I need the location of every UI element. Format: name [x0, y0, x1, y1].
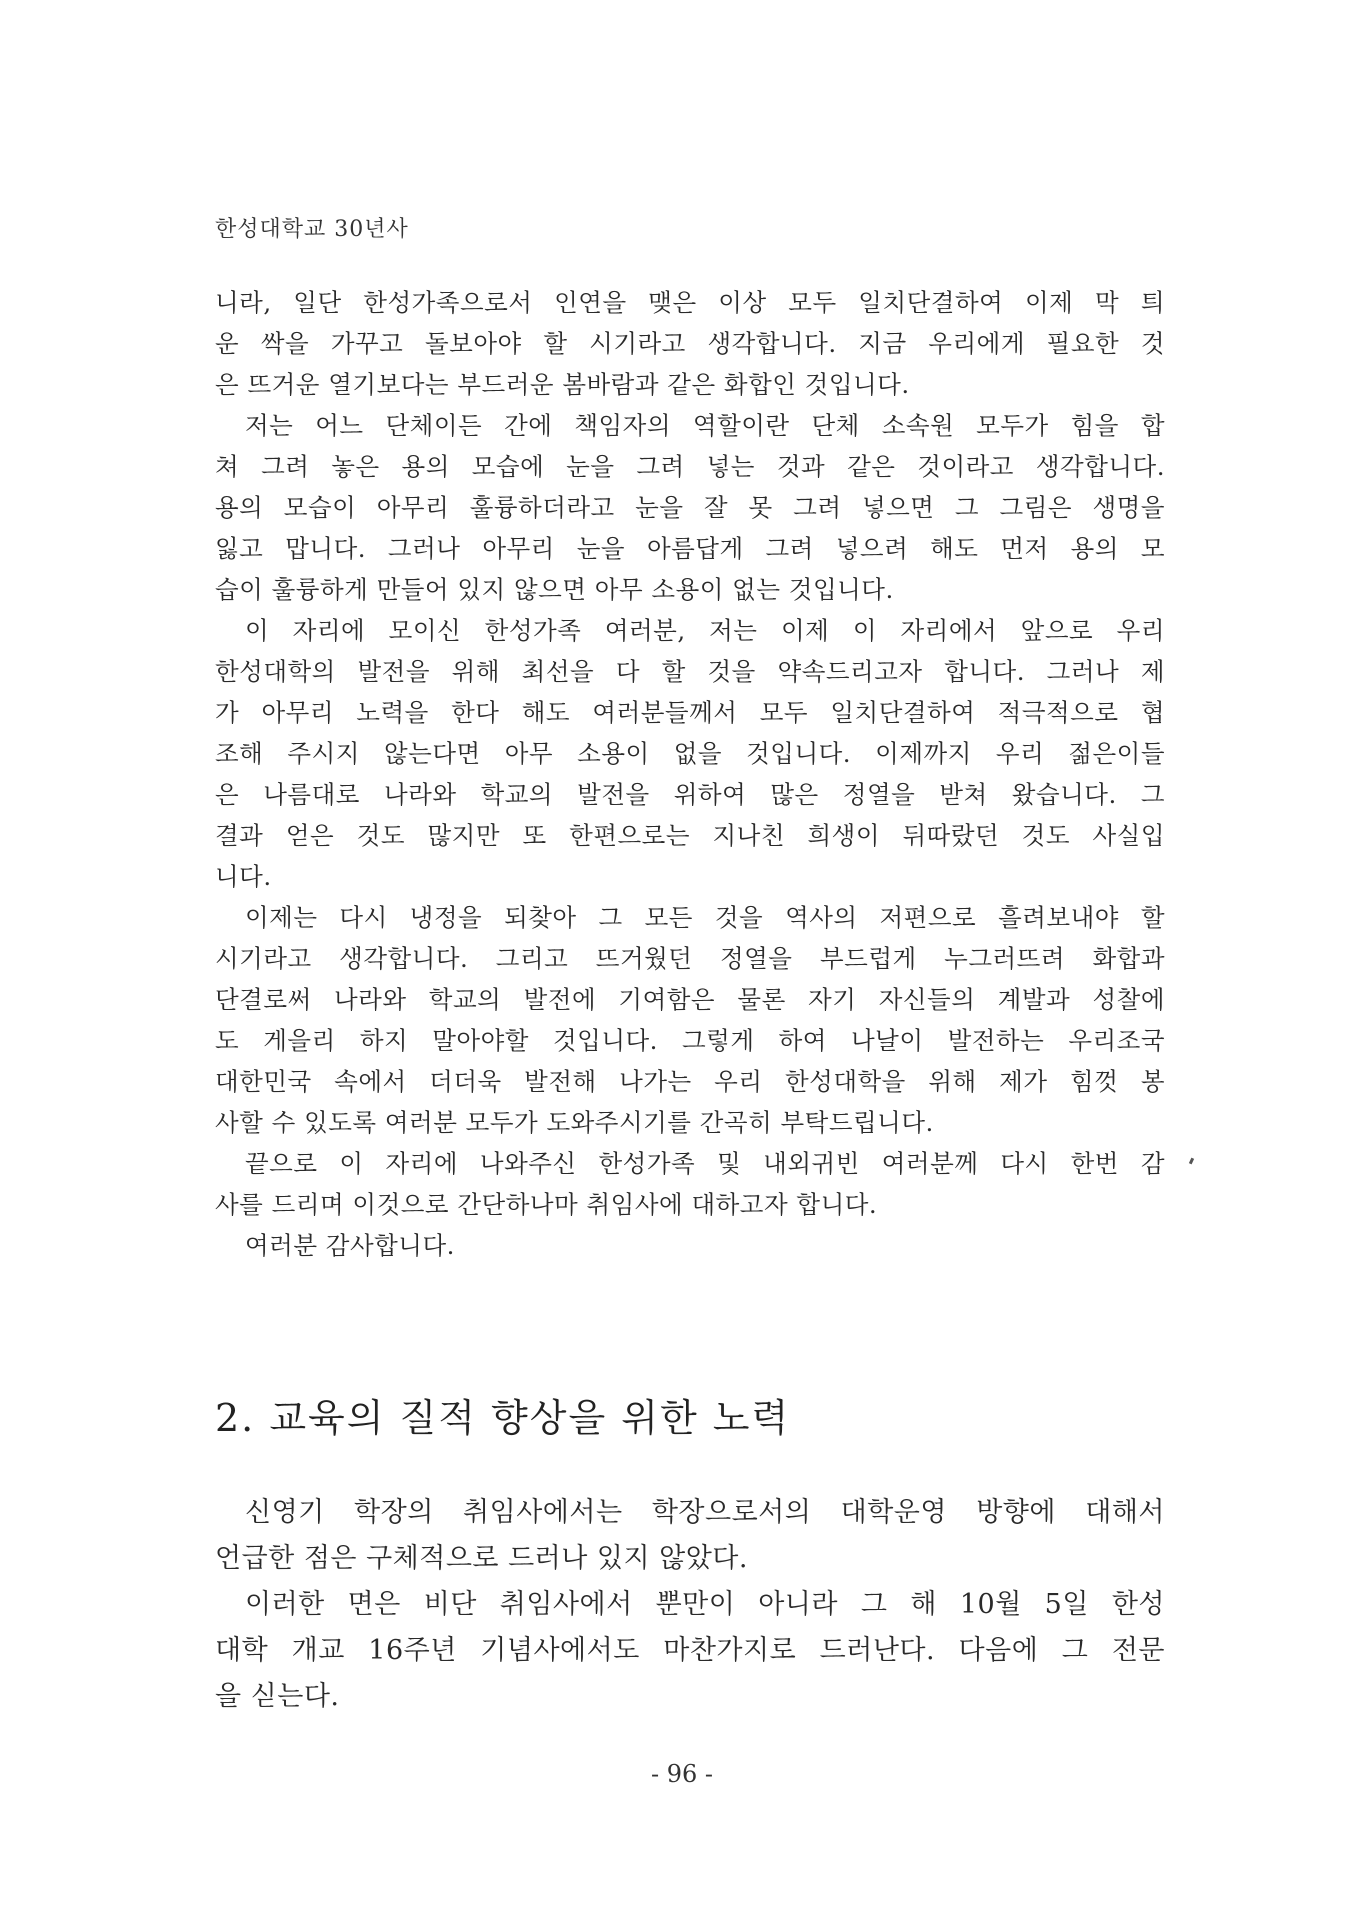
text-line: 도 게을리 하지 말아야할 것입니다. 그렇게 하여 나날이 발전하는 우리조국 [215, 1026, 1165, 1055]
text-line: 조해 주시지 않는다면 아무 소용이 없을 것입니다. 이제까지 우리 젊은이들 [215, 739, 1165, 768]
text-line: 신영기 학장의 취임사에서는 학장으로서의 대학운영 방향에 대해서 [245, 1497, 1165, 1528]
text-line: 운 싹을 가꾸고 돌보아야 할 시기라고 생각합니다. 지금 우리에게 필요한 것 [215, 329, 1165, 358]
text-line: 대학 개교 16주년 기념사에서도 마찬가지로 드러난다. 다음에 그 전문 [215, 1635, 1165, 1666]
page-number: - 96 - [650, 1760, 713, 1788]
section-title: 2. 교육의 질적 향상을 위한 노력 [215, 1396, 791, 1440]
text-line: 언급한 점은 구체적으로 드러나 있지 않았다. [215, 1543, 748, 1574]
section-body-text [215, 1490, 1165, 1720]
running-header: 한성대학교 30년사 [215, 217, 409, 242]
text-line: 이러한 면은 비단 취임사에서 뿐만이 아니라 그 해 10월 5일 한성 [245, 1589, 1165, 1620]
text-line: 니라, 일단 한성가족으로서 인연을 맺은 이상 모두 일치단결하여 이제 막 틔 [215, 288, 1165, 317]
text-line: 용의 모습이 아무리 훌륭하더라고 눈을 잘 못 그려 넣으면 그 그림은 생명을 [215, 493, 1165, 522]
text-line: 사를 드리며 이것으로 간단하나마 취임사에 대하고자 합니다. [215, 1190, 878, 1219]
text-line: 은 뜨거운 열기보다는 부드러운 봄바람과 같은 화합인 것입니다. [215, 370, 910, 399]
text-line: 가 아무리 노력을 한다 해도 여러분들께서 모두 일치단결하여 적극적으로 협 [215, 698, 1165, 727]
text-line: 은 나름대로 나라와 학교의 발전을 위하여 많은 정열을 받쳐 왔습니다. 그 [215, 780, 1165, 809]
text-line: 사할 수 있도록 여러분 모두가 도와주시기를 간곡히 부탁드립니다. [215, 1108, 934, 1137]
text-line: 습이 훌륭하게 만들어 있지 않으면 아무 소용이 없는 것입니다. [215, 575, 894, 604]
text-line: 끝으로 이 자리에 나와주신 한성가족 및 내외귀빈 여러분께 다시 한번 감 [245, 1149, 1165, 1178]
text-line: 저는 어느 단체이든 간에 책임자의 역할이란 단체 소속원 모두가 힘을 합 [245, 411, 1165, 440]
text-line: 이제는 다시 냉정을 되찾아 그 모든 것을 역사의 저편으로 흘려보내야 할 [245, 903, 1165, 932]
text-line: 시기라고 생각합니다. 그리고 뜨거웠던 정열을 부드럽게 누그러뜨려 화합과 [215, 944, 1165, 973]
scan-speck [1189, 1158, 1194, 1165]
text-line: 잃고 맙니다. 그러나 아무리 눈을 아름답게 그려 넣으려 해도 먼저 용의 모 [215, 534, 1165, 563]
text-line: 여러분 감사합니다. [245, 1231, 455, 1260]
text-line: 대한민국 속에서 더더욱 발전해 나가는 우리 한성대학을 위해 제가 힘껏 봉 [215, 1067, 1165, 1096]
body-text [215, 282, 1165, 1266]
text-line: 쳐 그려 놓은 용의 모습에 눈을 그려 넣는 것과 같은 것이라고 생각합니다. [215, 452, 1165, 481]
text-line: 을 싣는다. [215, 1681, 340, 1712]
text-line: 결과 얻은 것도 많지만 또 한편으로는 지나친 희생이 뒤따랐던 것도 사실입 [215, 821, 1165, 850]
text-line: 이 자리에 모이신 한성가족 여러분, 저는 이제 이 자리에서 앞으로 우리 [245, 616, 1165, 645]
text-line: 단결로써 나라와 학교의 발전에 기여함은 물론 자기 자신들의 계발과 성찰에 [215, 985, 1165, 1014]
text-line: 한성대학의 발전을 위해 최선을 다 할 것을 약속드리고자 합니다. 그러나 제 [215, 657, 1165, 686]
text-line: 니다. [215, 862, 272, 891]
